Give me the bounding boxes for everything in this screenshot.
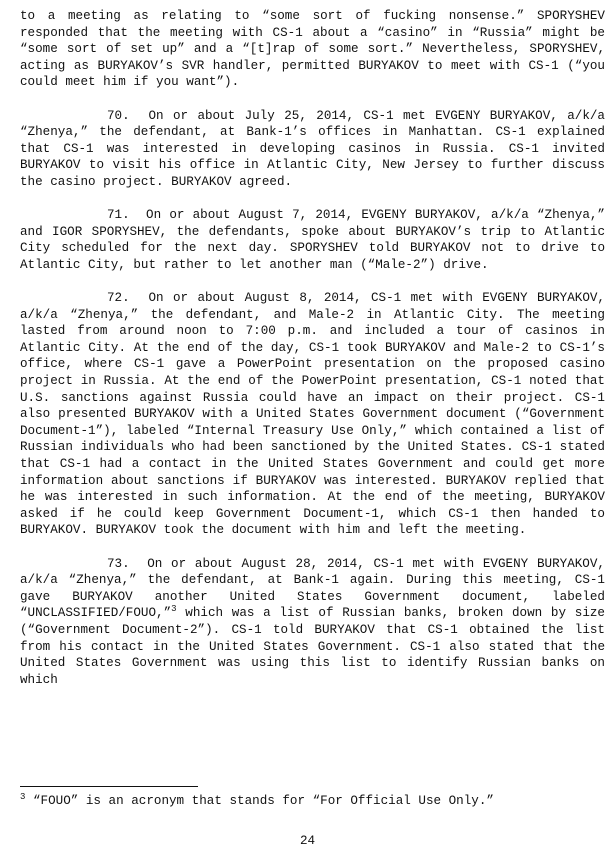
- paragraph-text: On or about August 28, 2014, CS-1 met with EVGENY BURYAKOV, a/k/a “Zhenya,” the defendant, at Bank-1 again. During this meeting, CS-1 gave BURYAKOV another United States Government document, labeled “UNCLASSIFIED/FOUO,”: [20, 556, 605, 621]
- paragraph-number: 70.: [107, 108, 130, 123]
- paragraph-70: [20, 108, 605, 191]
- paragraph-text-continued: which was a list of Russian banks, broken down by size (“Government Document-2”). CS-1 told BURYAKOV that CS-1 obtained the list from his contact in the United States Government. CS-1 also stated that the United States Government was using this list to identify Russian banks on which: [20, 606, 605, 687]
- paragraph-continuation: [20, 8, 605, 91]
- footnote: [20, 793, 605, 809]
- paragraph-number: 72.: [107, 291, 130, 306]
- body-text: [20, 8, 605, 705]
- page-number: 24: [299, 834, 316, 848]
- paragraph-text: On or about August 7, 2014, EVGENY BURYAKOV, a/k/a “Zhenya,” and IGOR SPORYSHEV, the defendants, spoke about BURYAKOV’s trip to Atlantic City scheduled for the next day. SPORYSHEV told BURYAKOV not to drive to Atlantic City, but rather to let another man (“Male-2”) drive.: [20, 208, 605, 272]
- footnote-divider: [20, 786, 198, 787]
- paragraph-72: [20, 290, 605, 539]
- paragraph-number: 71.: [107, 208, 130, 223]
- paragraph-text: On or about August 8, 2014, CS-1 met with EVGENY BURYAKOV, a/k/a “Zhenya,” the defendant, and Male-2 in Atlantic City. The meeting lasted from around noon to 7:00 p.m. and included a tour of casinos in Atlantic City. At the end of the day, CS-1 took BURYAKOV and Male-2 to CS-1’s office, where CS-1 gave a PowerPoint presentation on the proposed casino project in Russia. At the end of the PowerPoint presentation, CS-1 noted that U.S. sanctions against Russia could have an impact on their project. CS-1 also presented BURYAKOV with a United States Government document (“Government Document-1”), labeled “Internal Treasury Use Only,” which contained a list of Russian individuals who had been sanctioned by the United States. CS-1 stated that CS-1 had a contact in the United States Government and could get more information about sanctions if BURYAKOV was interested. BURYAKOV replied that he was interested in such information. At the end of the meeting, BURYAKOV asked if he could keep Government Document-1, which CS-1 then handed to BURYAKOV. BURYAKOV took the document with him and left the meeting.: [20, 291, 605, 538]
- footnote-text: “FOUO” is an acronym that stands for “For Official Use Only.”: [25, 794, 494, 808]
- paragraph-number: 73.: [107, 556, 130, 571]
- paragraph-text: to a meeting as relating to “some sort of fucking nonsense.” SPORYSHEV responded that the meeting with CS-1 about a “casino” in “Russia” might be “some sort of set up” and a “[t]rap of some sort.” Nevertheless, SPORYSHEV, acting as BURYAKOV’s SVR handler, permitted BURYAKOV to meet with CS-1 (“you could meet him if you want”).: [20, 9, 605, 90]
- footnote-number: 3: [20, 791, 26, 802]
- paragraph-71: [20, 207, 605, 273]
- paragraph-text: On or about July 25, 2014, CS-1 met EVGENY BURYAKOV, a/k/a “Zhenya,” the defendant, at Bank-1’s offices in Manhattan. CS-1 explained that CS-1 was interested in developing casinos in Russia. CS-1 invited BURYAKOV to visit his office in Atlantic City, New Jersey to further discuss the casino project. BURYAKOV agreed.: [20, 108, 605, 189]
- paragraph-73: [20, 556, 605, 689]
- footnote-reference: 3: [171, 604, 177, 615]
